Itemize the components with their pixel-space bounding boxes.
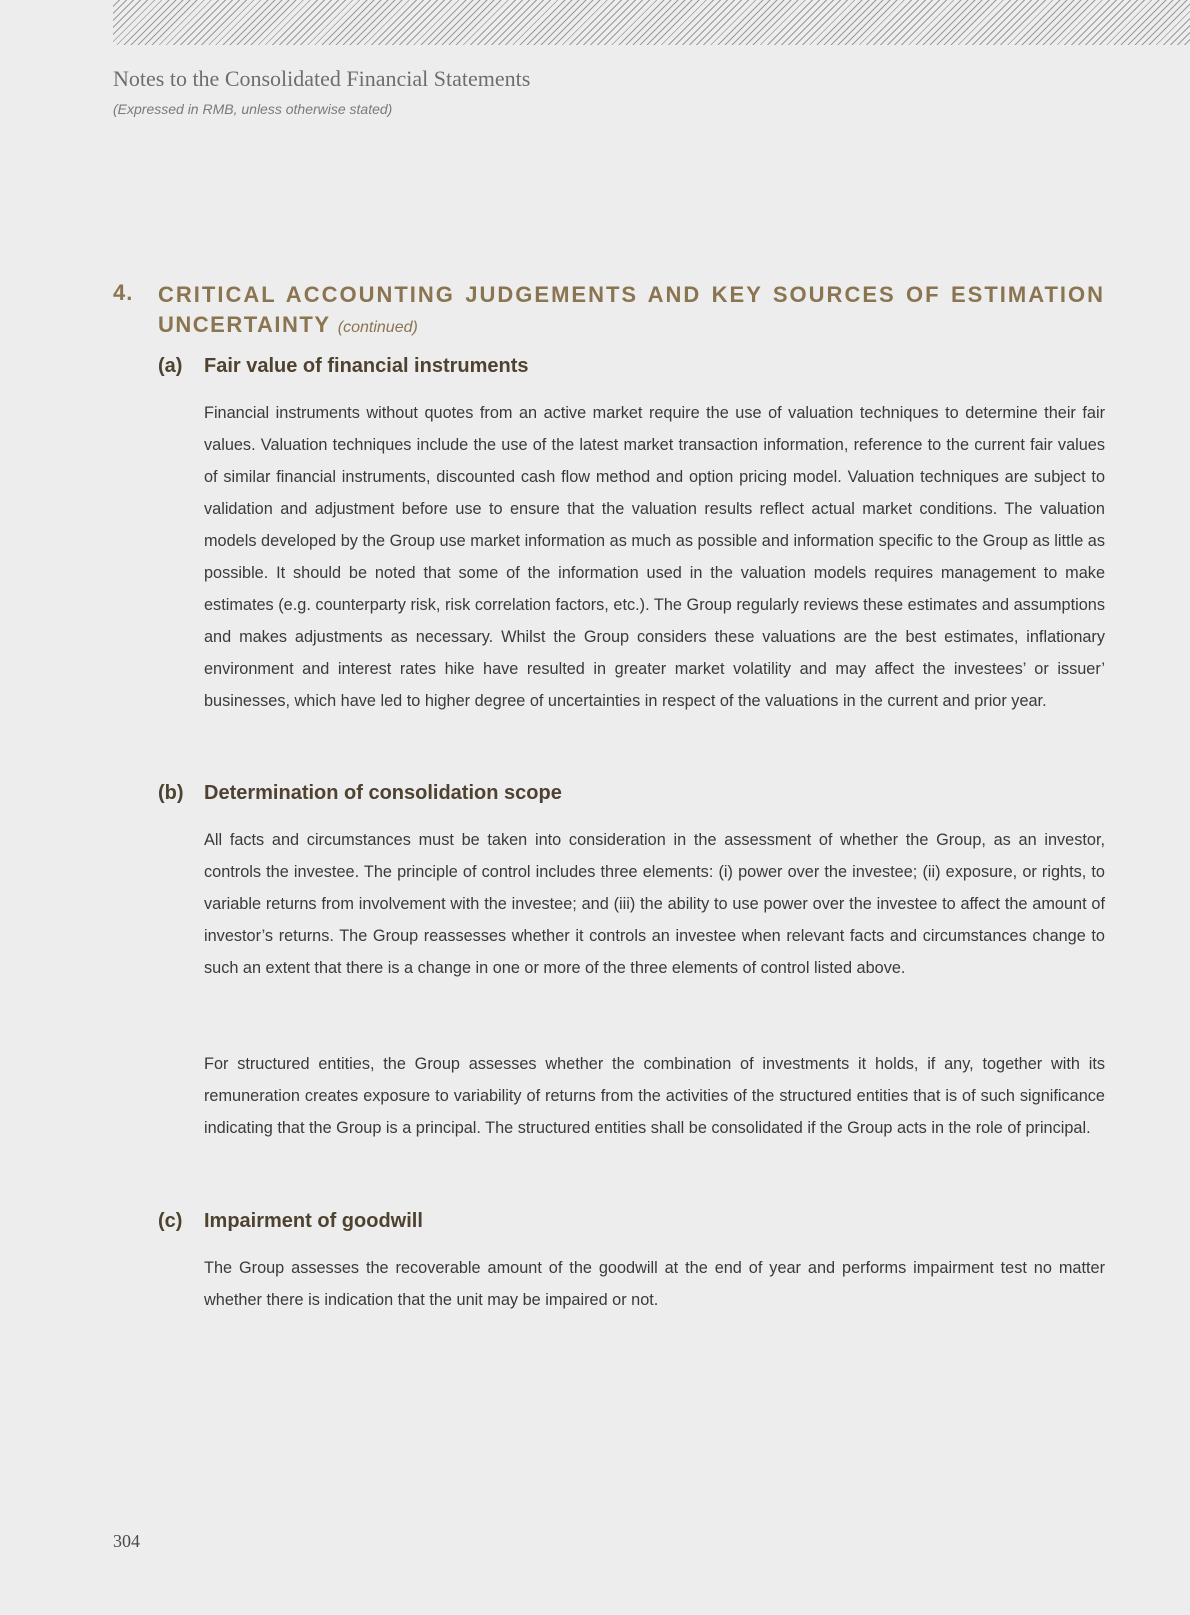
page-header-title: Notes to the Consolidated Financial Statements: [113, 66, 531, 91]
subsection-c-paragraph: The Group assesses the recoverable amount of the goodwill at the end of year and performs impairment test no matter whether there is indication that the unit may be impaired or not.: [204, 1259, 1105, 1309]
continued-note: (continued): [337, 319, 418, 336]
subsection-a-paragraph: Financial instruments without quotes from an active market require the use of valuation techniques to determine their fair values. Valuation techniques include the use of the latest market transaction information, reference to the current fair values of similar financial instruments, discounted cash flow method and option pricing model. Valuation techniques are subject to validation and adjustment before use to ensure that the valuation results reflect actual market conditions. The valuation models developed by the Group use market information as much as possible and information specific to the Group as little as possible. It should be noted that some of the information used in the valuation models requires management to make estimates (e.g. counterparty risk, risk correlation factors, etc.). The Group regularly reviews these estimates and assumptions and makes adjustments as necessary. Whilst the Group considers these valuations are the best estimates, inflationary environment and interest rates hike have resulted in greater market volatility and may affect the investees’ or issuer’ businesses, which have led to higher degree of uncertainties in respect of the valuations in the current and prior year.: [204, 404, 1105, 710]
page-number: 304: [113, 1531, 140, 1551]
subsection-a-title: Fair value of financial instruments: [204, 355, 529, 377]
subsection-a-label: (a): [158, 355, 183, 377]
subsection-b-paragraph-1: All facts and circumstances must be taken into consideration in the assessment of whether the Group, as an investor, controls the investee. The principle of control includes three elements: (i) power over the investee; (ii) exposure, or rights, to variable returns from involvement with the investee; and (iii) the ability to use power over the investee to affect the amount of investor’s returns. The Group reassesses whether it controls an investee when relevant facts and circumstances change to such an extent that there is a change in one or more of the three elements of control listed above.: [204, 831, 1105, 977]
subsection-b-title: Determination of consolidation scope: [204, 782, 562, 804]
section-title-continuation: [158, 310, 418, 343]
section-title-line2: UNCERTAINTY: [158, 312, 331, 337]
header-hatch-band: [113, 0, 1190, 45]
subsection-b-paragraph-2: For structured entities, the Group assesses whether the combination of investments it holds, if any, together with its remuneration creates exposure to variability of returns from the activities of the structured entities that is of such significance indicating that the Group is a principal. The structured entities shall be consolidated if the Group acts in the role of principal.: [204, 1055, 1105, 1137]
subsection-c-title: Impairment of goodwill: [204, 1210, 423, 1232]
subsection-c-label: (c): [158, 1210, 183, 1232]
section-title: CRITICAL ACCOUNTING JUDGEMENTS AND KEY SOURCES OF ESTIMATION: [158, 282, 1105, 307]
page-header-subtitle: (Expressed in RMB, unless otherwise stated): [113, 101, 393, 117]
section-number: 4.: [113, 280, 134, 305]
subsection-b-label: (b): [158, 782, 184, 804]
